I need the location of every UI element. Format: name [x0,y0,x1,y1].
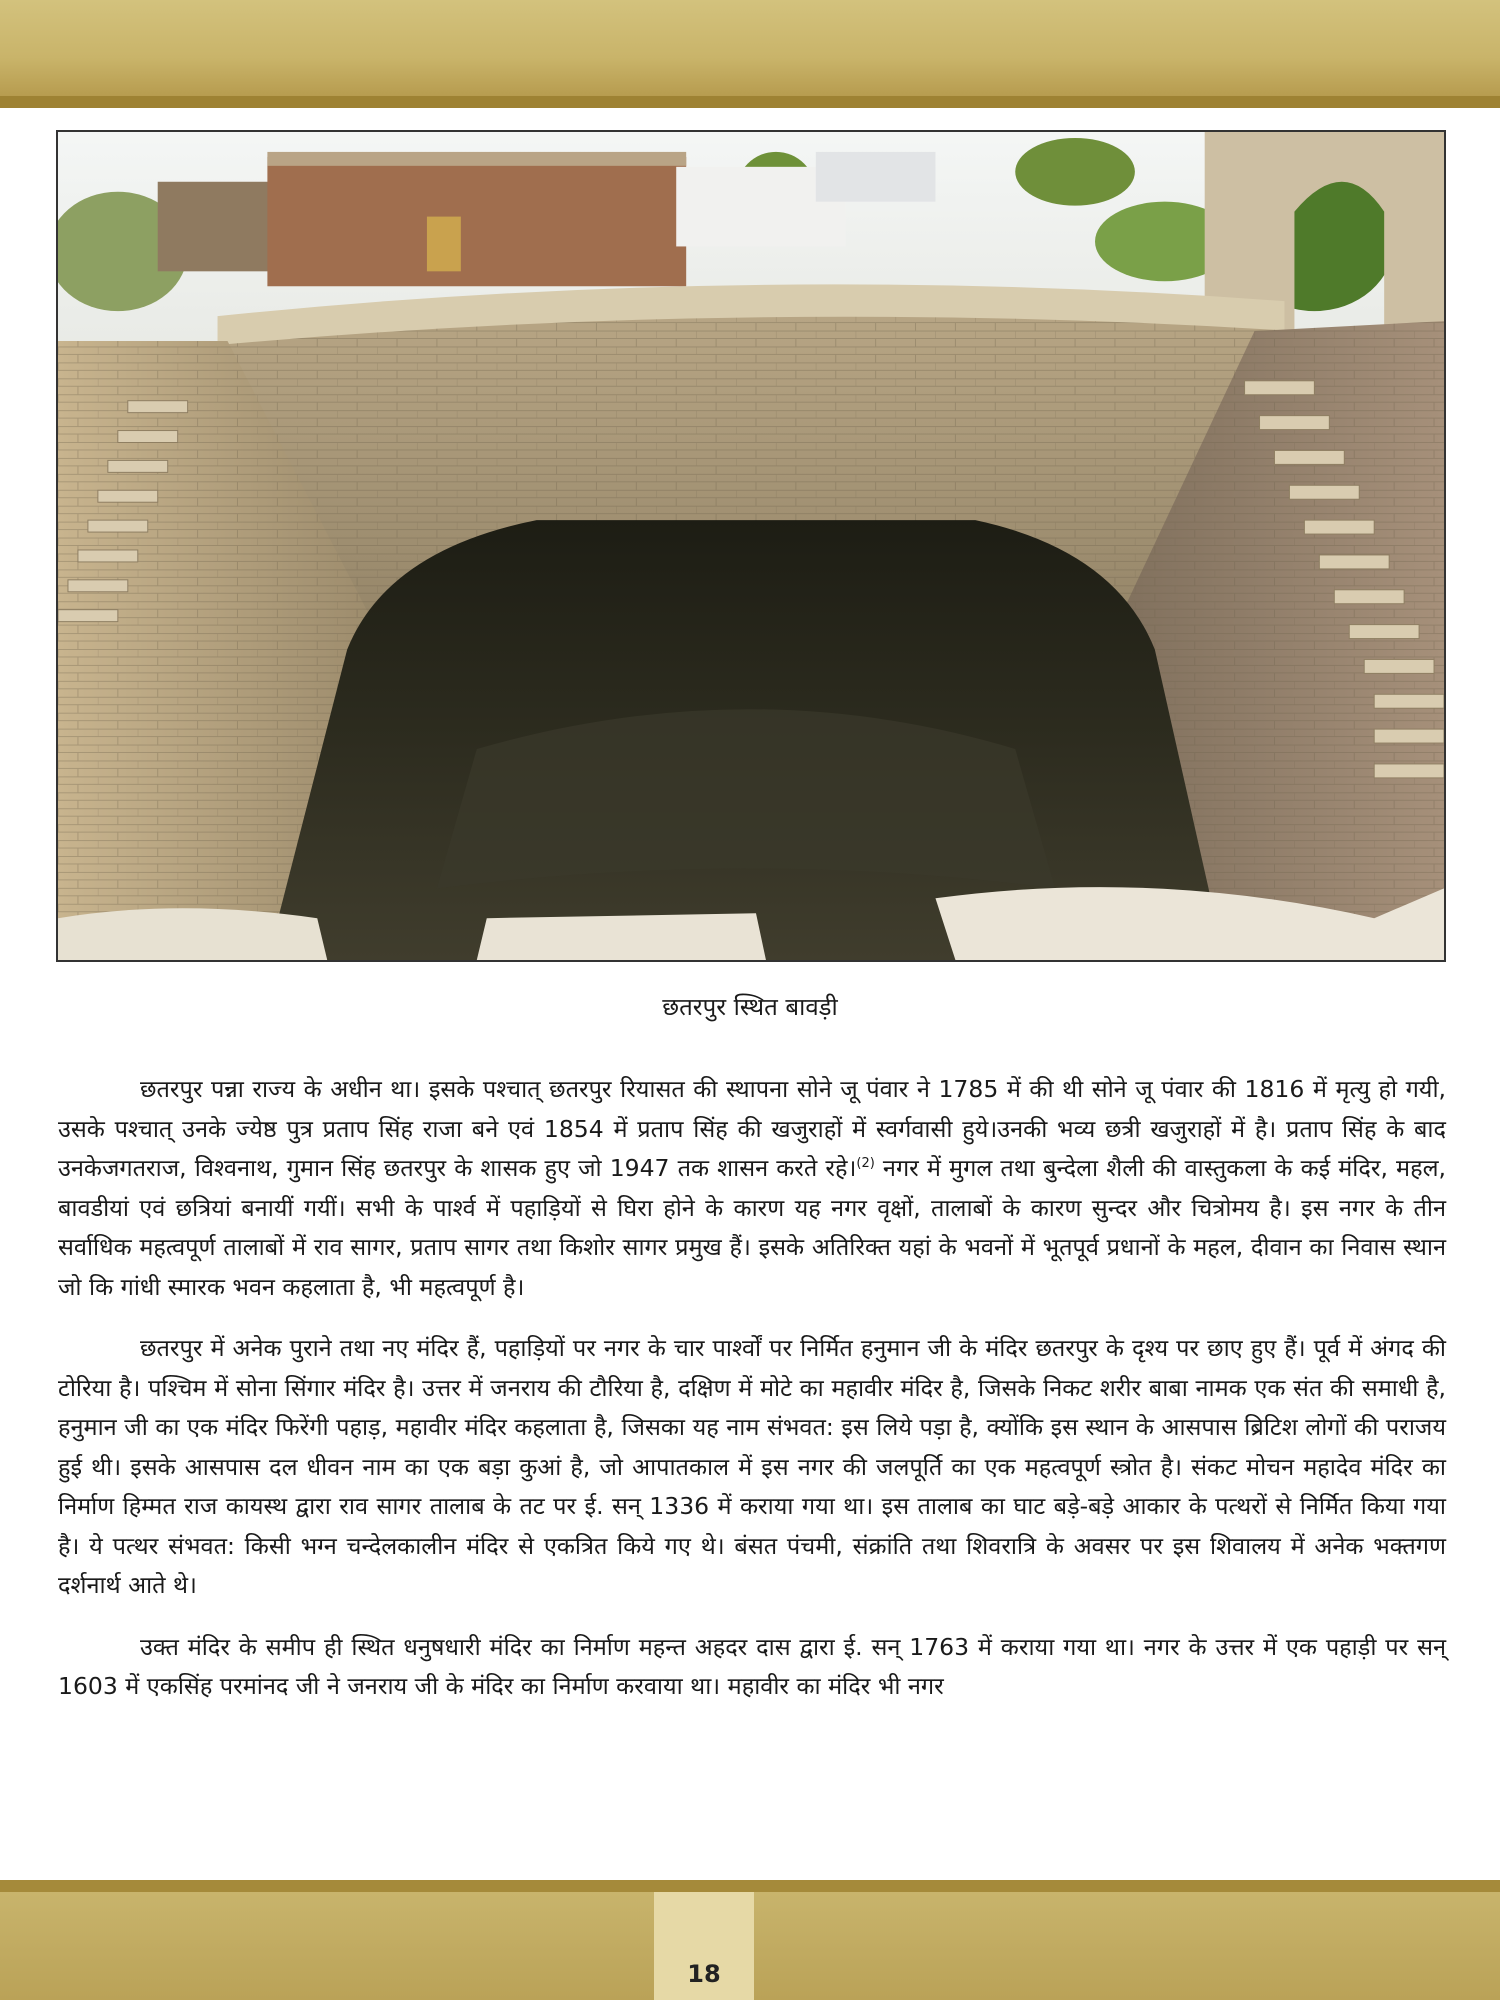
bottom-band-edge [0,1880,1500,1892]
reference-marker: (2) [856,1156,875,1172]
paragraph-3: उक्त मंदिर के समीप ही स्थित धनुषधारी मंदिर का निर्माण महन्त अहदर दास द्वारा ई. सन् 1763 में कराया गया था। नगर के उत्तर में एक पहाड़ी पर सन् 1603 में एकसिंह परमांनद जी ने जनराय जी के मंदिर का निर्माण करवाया था। महावीर का मंदिर भी नगर [58,1632,1446,1700]
stepwell-photo [56,130,1446,962]
top-decorative-band [0,0,1500,96]
page-number: 18 [687,1960,721,1988]
stepwell-illustration [58,132,1444,960]
top-band-edge [0,96,1500,108]
photo-caption: छतरपुर स्थित बावड़ी [662,993,838,1021]
paragraph-1-text-b: नगर में मुगल तथा बुन्देला शैली की वास्तुकला के कई मंदिर, महल, बावडीयां एवं छत्रियां बनायीं गयीं। सभी के पार्श्व में पहाड़ियों से घिरा होने के कारण यह नगर वृक्षों, तालाबों के कारण सुन्दर और चित्रोमय है। इस नगर के तीन सर्वाधिक महत्वपूर्ण तालाबों में राव सागर, प्रताप सागर तथा किशोर सागर प्रमुख हैं। इसके अतिरिक्त यहां के भवनों में भूतपूर्व प्रधानों के महल, दीवान का निवास स्थान जो कि गांधी स्मारक भवन कहलाता है, भी महत्वपूर्ण है। [58,1154,1446,1301]
paragraph-1-text-a: छतरपुर पन्ना राज्य के अधीन था। इसके पश्चात् छतरपुर रियासत की स्थापना सोने जू पंवार ने 1785 में की थी सोने जू पंवार की 1816 में मृत्यु हो गयी, उसके पश्चात् उनके ज्येष्ठ पुत्र प्रताप सिंह राजा बने एवं 1854 में प्रताप सिंह की खजुराहों में स्वर्गवासी हुये।उनकी भव्य छत्री खजुराहों में है। प्रताप सिंह के बाद उनकेजगतराज, विश्वनाथ, गुमान सिंह छतरपुर के शासक हुए जो 1947 तक शासन करते रहे। [58,1075,1446,1182]
paragraph-1 [58,1070,1446,1307]
paragraph-2: छतरपुर में अनेक पुराने तथा नए मंदिर हैं, पहाड़ियों पर नगर के चार पार्श्वों पर निर्मित हनुमान जी के मंदिर छतरपुर के दृश्य पर छाए हुए हैं। पूर्व में अंगद की टोरिया है। पश्चिम में सोना सिंगार मंदिर है। उत्तर में जनराय की टौरिया है, दक्षिण में मोटे का महावीर मंदिर है, जिसके निकट शरीर बाबा नामक एक संत की समाधी है, हनुमान जी का एक मंदिर फिरेंगी पहाड़, महावीर मंदिर कहलाता है, जिसका यह नाम संभवत: इस लिये पड़ा है, क्योंकि इस स्थान के आसपास ब्रिटिश लोगों की पराजय हुई थी। इसके आसपास दल धीवन नाम का एक बड़ा कुआं है, जो आपातकाल में इस नगर की जलपूर्ति का एक महत्वपूर्ण स्त्रोत है। संकट मोचन महादेव मंदिर का निर्माण हिम्मत राज कायस्थ द्वारा राव सागर तालाब के तट पर ई. सन् 1336 में कराया गया था। इस तालाब का घाट बड़े-बड़े आकार के पत्थरों से निर्मित किया गया है। ये पत्थर संभवत: किसी भग्न चन्देलकालीन मंदिर से एकत्रित किये गए थे। बंसत पंचमी, संक्रांति तथा शिवरात्रि के अवसर पर इस शिवालय में अनेक भक्तगण दर्शनार्थ आते थे। [58,1334,1446,1599]
article-body [58,1070,1446,1729]
